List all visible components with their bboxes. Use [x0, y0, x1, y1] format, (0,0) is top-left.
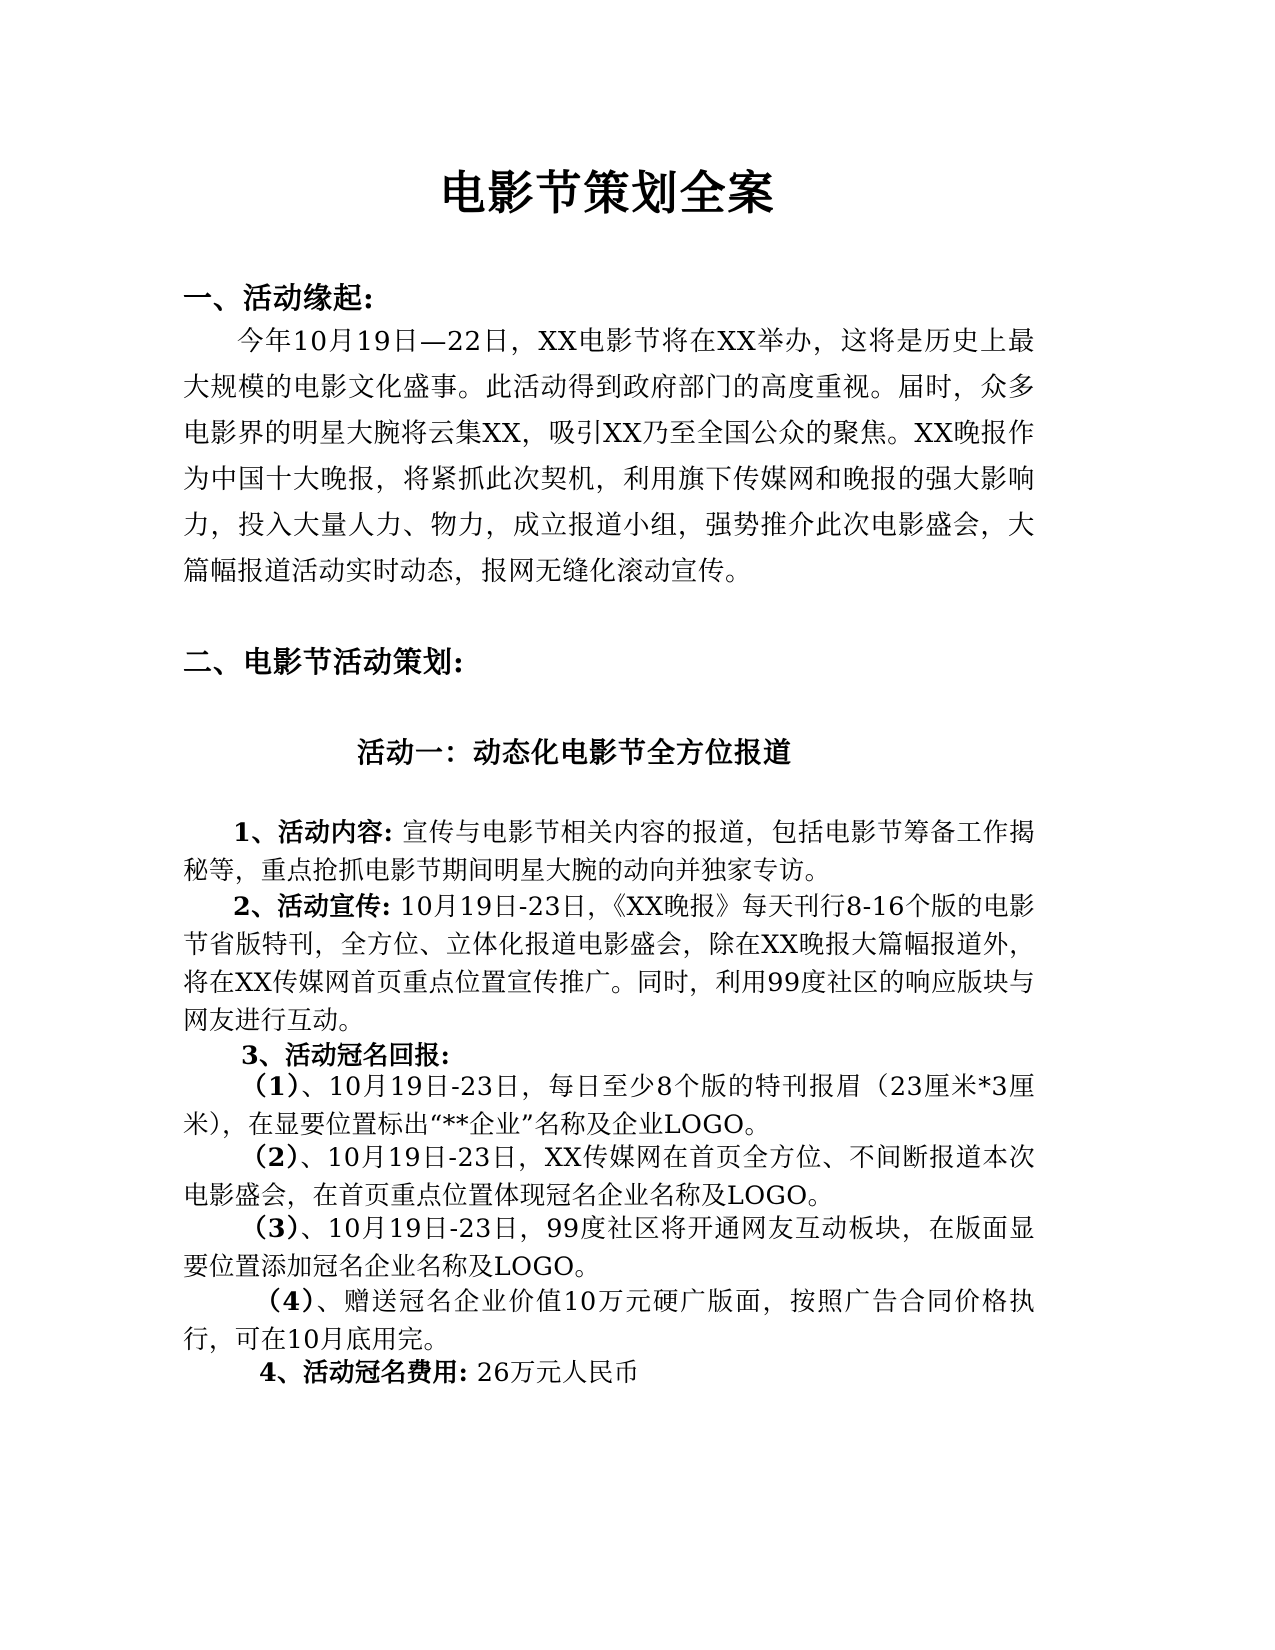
- return-item-1-label: （1）: [241, 1072, 302, 1102]
- activity-content-item: [183, 814, 1035, 890]
- return-item-2-text: 、10月19日-23日，XX传媒网在首页全方位、不间断报道本次电影盛会，在首页重点位置体现冠名企业名称及LOGO。: [183, 1143, 1035, 1211]
- return-item-4: [183, 1283, 1035, 1359]
- section-origin-paragraph: 今年10月19日—22日，XX电影节将在XX举办，这将是历史上最大规模的电影文化盛事。此活动得到政府部门的高度重视。届时，众多电影界的明星大腕将云集XX，吸引XX乃至全国公众的聚焦。XX晚报作为中国十大晚报，将紧抓此次契机，利用旗下传媒网和晚报的强大影响力，投入大量人力、物力，成立报道小组，强势推介此次电影盛会，大篇幅报道活动实时动态，报网无缝化滚动宣传。: [183, 326, 1035, 587]
- return-item-4-text: 、赠送冠名企业价值10万元硬广版面，按照广告合同价格执行，可在10月底用完。: [183, 1287, 1035, 1355]
- activity-one-title: 活动一：动态化电影节全方位报道: [357, 736, 793, 769]
- sponsorship-fee-label: 4、活动冠名费用:: [259, 1358, 469, 1388]
- activity-promotion-item: [183, 888, 1035, 1040]
- sponsorship-fee-text: 26万元人民币: [468, 1358, 640, 1388]
- section-heading-planning: 二、电影节活动策划:: [183, 645, 465, 679]
- activity-promotion-label: 2、活动宣传:: [233, 892, 392, 922]
- return-item-4-label: （4）: [255, 1287, 317, 1317]
- return-item-3: [183, 1210, 1035, 1286]
- return-item-3-label: （3）: [241, 1214, 301, 1244]
- return-item-2-label: （2）: [241, 1143, 301, 1173]
- return-item-1: [183, 1068, 1035, 1144]
- return-item-1-text: 、10月19日-23日，每日至少8个版的特刊报眉（23厘米*3厘米），在显要位置标出“**企业”名称及企业LOGO。: [183, 1072, 1035, 1140]
- activity-content-text: 宣传与电影节相关内容的报道，包括电影节筹备工作揭秘等，重点抢抓电影节期间明星大腕的动向并独家专访。: [183, 818, 1035, 886]
- return-item-2: [183, 1139, 1035, 1215]
- activity-promotion-text: 10月19日-23日，《XX晚报》每天刊行8-16个版的电影节省版特刊，全方位、立体化报道电影盛会，除在XX晚报大篇幅报道外，将在XX传媒网首页重点位置宣传推广。同时，利用99度社区的响应版块与网友进行互动。: [183, 892, 1035, 1036]
- document-title: 电影节策划全案: [439, 166, 776, 220]
- return-item-3-text: 、10月19日-23日，99度社区将开通网友互动板块，在版面显要位置添加冠名企业名称及LOGO。: [183, 1214, 1035, 1282]
- sponsorship-return-label: 3、活动冠名回报:: [241, 1041, 451, 1071]
- activity-content-label: 1、活动内容:: [233, 818, 394, 848]
- sponsorship-fee-item: [183, 1354, 1035, 1392]
- section-heading-origin: 一、活动缘起:: [183, 281, 375, 315]
